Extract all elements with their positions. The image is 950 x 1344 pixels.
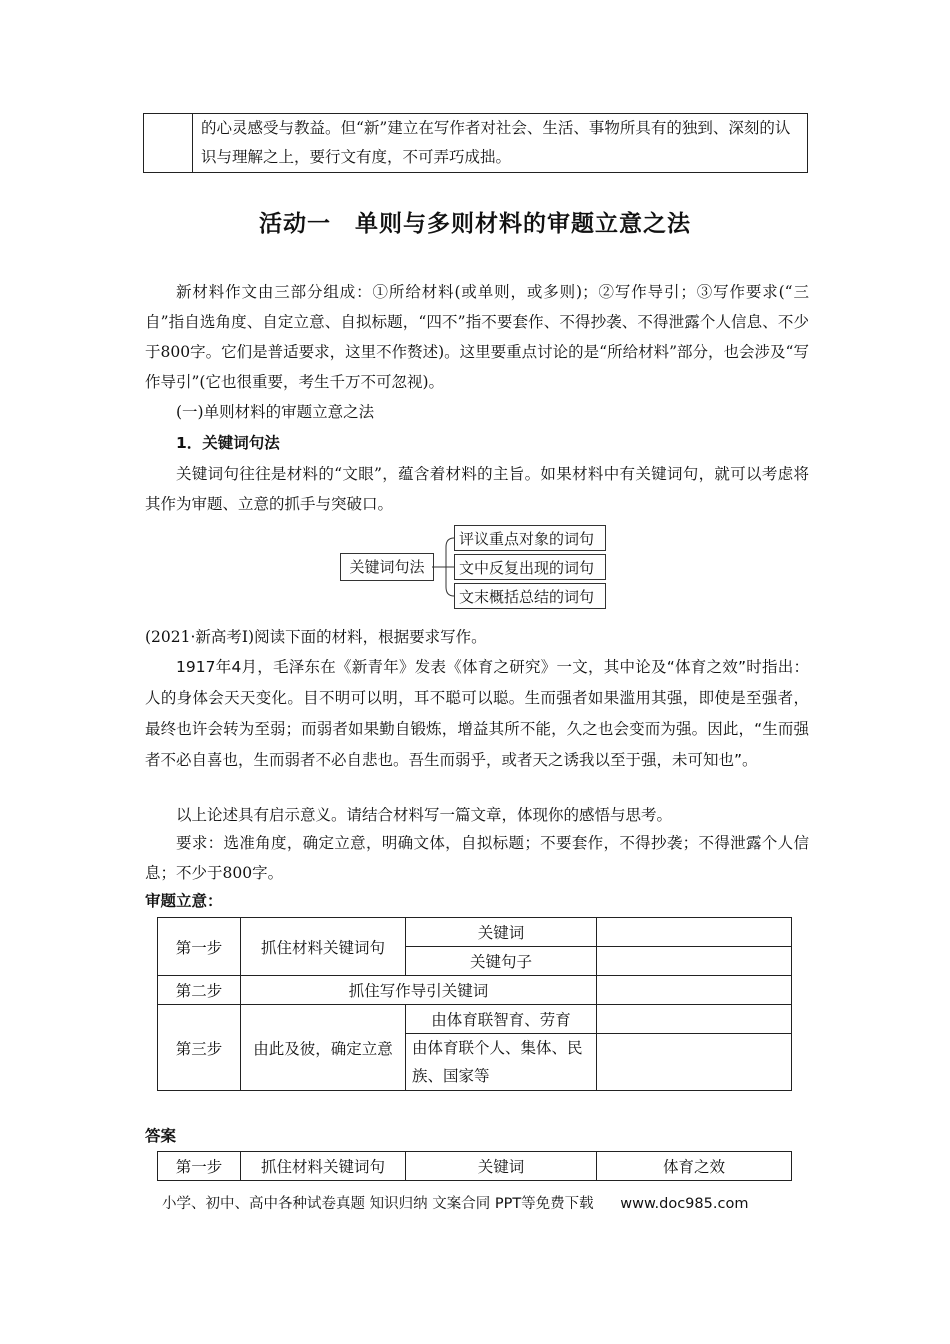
method-description: 关键词句往往是材料的“文眼”，蕴含着材料的主旨。如果材料中有关键词句，就可以考虑将其作为审题、立意的抓手与突破口。	[145, 465, 809, 513]
mindmap-leaf: 文末概括总结的词句	[454, 583, 606, 609]
mindmap-connectors	[432, 525, 456, 609]
footer-text: 小学、初中、高中各种试卷真题 知识归纳 文案合同 PPT等免费下载	[162, 1196, 594, 1212]
step-cell: 第三步	[158, 1005, 241, 1091]
step-cell: 第一步	[158, 1152, 241, 1181]
task-cell: 抓住材料关键词句	[241, 1152, 406, 1181]
item-cell: 关键句子	[406, 947, 597, 976]
answer-blank	[597, 947, 792, 976]
footer-url[interactable]: www.doc985.com	[620, 1196, 749, 1212]
mindmap-leaf: 评议重点对象的词句	[454, 525, 606, 551]
analysis-label: 审题立意：	[145, 892, 223, 910]
method-title: 1．关键词句法	[176, 434, 280, 452]
item-cell: 关键词	[406, 1152, 597, 1181]
answer-label: 答案	[145, 1127, 177, 1145]
writing-prompt: 以上论述具有启示意义。请结合材料写一篇文章，体现你的感悟与思考。	[176, 806, 673, 824]
task-cell: 抓住写作导引关键词	[241, 976, 597, 1005]
step-cell: 第二步	[158, 976, 241, 1005]
exam-source: (2021·新高考Ⅰ)阅读下面的材料，根据要求写作。	[145, 628, 487, 646]
intro-paragraph: 新材料作文由三部分组成：①所给材料(或单则，或多则)；②写作导引；③写作要求(“三自”指自选角度、自定立意、自拟标题，“四不”指不要套作、不得抄袭、不得泄露个人信息、不少于800字。它们是普适要求，这里不作赘述)。这里要重点讨论的是“所给材料”部分，也会涉及“写作导引”(它也很重要，考生千万不可忽视)。	[145, 283, 809, 391]
mindmap-root: 关键词句法	[340, 553, 434, 581]
answer-cell: 体育之效	[597, 1152, 792, 1181]
item-cell: 关键词	[406, 918, 597, 947]
step-cell: 第一步	[158, 918, 241, 976]
task-cell: 由此及彼，确定立意	[241, 1005, 406, 1091]
footer	[162, 1192, 748, 1213]
section-heading: (一)单则材料的审题立意之法	[176, 403, 375, 421]
answer-blank	[597, 976, 792, 1005]
material-text: 1917年4月，毛泽东在《新青年》发表《体育之研究》一文，其中论及“体育之效”时指出：人的身体会天天变化。目不明可以明，耳不聪可以聪。生而强者如果滥用其强，即使是至强者，最终也许会转为至弱；而弱者如果勤自锻炼，增益其所不能，久之也会变而为强。因此，“生而强者不必自喜也，生而弱者不必自悲也。吾生而弱乎，或者天之诱我以至于强，未可知也”。	[145, 658, 809, 769]
task-cell: 抓住材料关键词句	[241, 918, 406, 976]
item-cell: 由体育联智育、劳育	[406, 1005, 597, 1034]
page-title: 活动一 单则与多则材料的审题立意之法	[259, 211, 691, 237]
mindmap-leaf: 文中反复出现的词句	[454, 554, 606, 580]
table-cell-text: 的心灵感受与教益。但“新”建立在写作者对社会、生活、事物所具有的独到、深刻的认识与理解之上，要行文有度，不可弄巧成拙。	[193, 114, 808, 173]
continued-table	[143, 113, 808, 173]
answer-blank	[597, 918, 792, 947]
writing-requirement: 要求：选准角度，确定立意，明确文体，自拟标题；不要套作，不得抄袭；不得泄露个人信息；不少于800字。	[145, 834, 809, 882]
analysis-table	[157, 917, 792, 1091]
answer-table	[157, 1151, 792, 1181]
answer-blank	[597, 1005, 792, 1034]
answer-blank	[597, 1034, 792, 1091]
item-cell: 由体育联个人、集体、民族、国家等	[406, 1034, 597, 1091]
table-cell-empty	[144, 114, 193, 173]
